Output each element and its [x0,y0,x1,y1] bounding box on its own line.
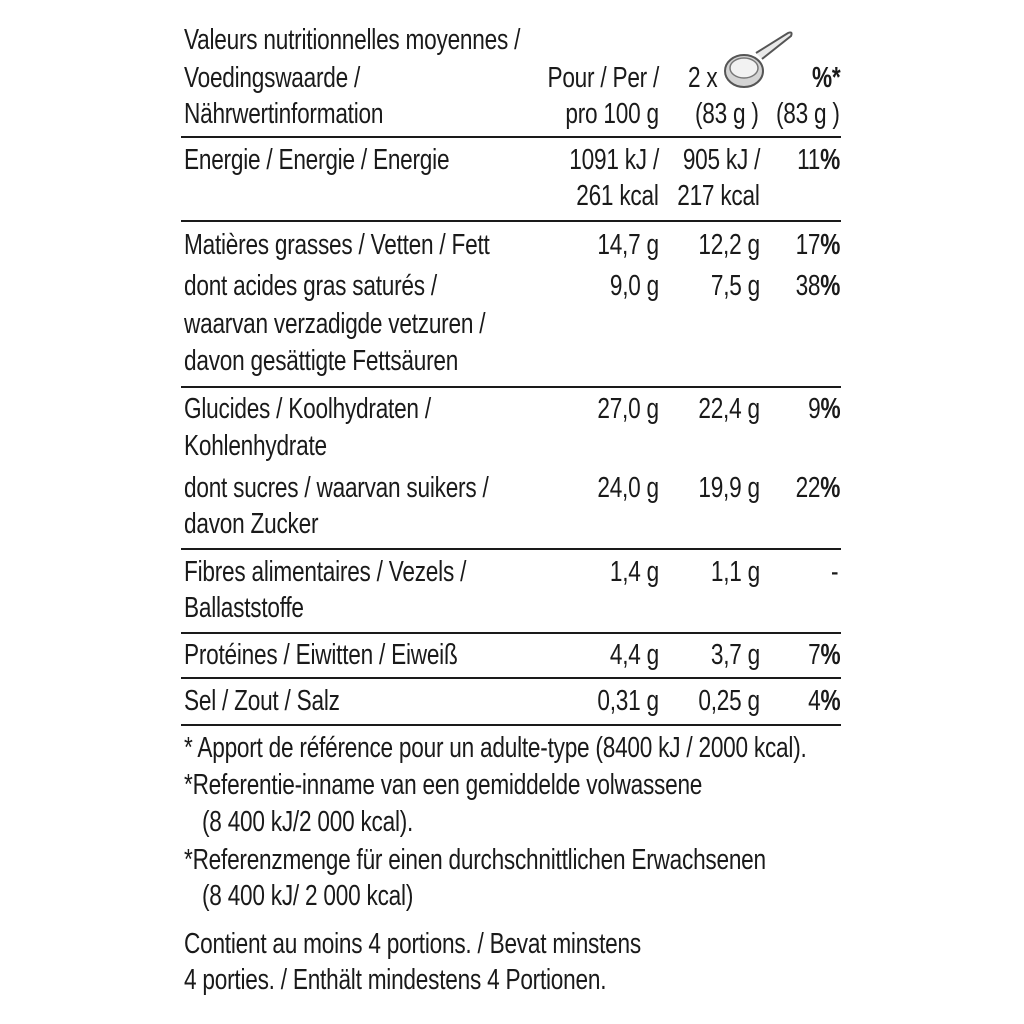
divider [181,220,841,222]
footnote-de: *Referenzmenge für einen durchschnittlichen Erwachsenen [184,844,766,876]
row-fat-percent: 17% [795,229,840,261]
row-saturated-percent: 38% [795,270,840,302]
row-saturated-label-de: davon gesättigte Fettsäuren [184,345,459,377]
row-carbs-percent: 9% [807,393,840,425]
row-fat-label: Matières grasses / Vetten / Fett [184,229,490,261]
row-fibre-percent: - [830,556,838,588]
row-sugars-per100: 24,0 g [597,472,659,504]
row-fibre-label-fr-nl: Fibres alimentaires / Vezels / [184,556,467,588]
row-protein-portion: 3,7 g [710,639,760,671]
row-protein-per100: 4,4 g [609,639,659,671]
col-header-per-100: Pour / Per / [547,62,659,94]
row-fat-portion: 12,2 g [698,229,760,261]
portions-note-line1: Contient au moins 4 portions. / Bevat minstens [184,928,641,960]
col-header-percent-weight: (83 g ) [776,98,840,130]
row-salt-label: Sel / Zout / Salz [184,685,340,717]
row-energy-label: Energie / Energie / Energie [184,144,450,176]
row-sugars-label-de: davon Zucker [184,508,319,540]
row-saturated-label-nl: waarvan verzadigde vetzuren / [184,308,486,340]
row-fat-per100: 14,7 g [597,229,659,261]
row-saturated-portion: 7,5 g [710,270,760,302]
row-salt-percent: 4% [807,685,840,717]
divider [181,548,841,550]
row-carbs-per100: 27,0 g [597,393,659,425]
row-protein-label: Protéines / Eiwitten / Eiweiß [184,639,458,671]
header-title-fr: Valeurs nutritionnelles moyennes / [184,24,521,56]
row-energy-percent: 11% [797,144,840,176]
row-carbs-label-fr-nl: Glucides / Koolhydraten / [184,393,431,425]
footnote-nl-values: (8 400 kJ/2 000 kcal). [202,806,414,838]
col-header-portion: 2 x [688,62,718,94]
col-header-per-100-unit: pro 100 g [565,98,659,130]
header-title-de: Nährwertinformation [184,98,384,130]
divider [181,632,841,634]
row-sugars-percent: 22% [795,472,840,504]
row-fibre-portion: 1,1 g [710,556,760,588]
row-protein-percent: 7% [807,639,840,671]
divider [181,677,841,679]
col-header-portion-weight: (83 g ) [695,98,759,130]
row-salt-per100: 0,31 g [597,685,659,717]
col-header-percent: %* [811,62,840,94]
row-energy-per100-kj: 1091 kJ / [569,144,659,176]
row-fibre-label-de: Ballaststoffe [184,592,304,624]
header-title-nl: Voedingswaarde / [184,62,361,94]
footnote-de-values: (8 400 kJ/ 2 000 kcal) [202,880,414,912]
row-energy-portion-kj: 905 kJ / [682,144,760,176]
row-saturated-per100: 9,0 g [609,270,659,302]
divider [181,724,841,726]
row-fibre-per100: 1,4 g [609,556,659,588]
row-energy-per100-kcal: 261 kcal [576,180,659,212]
row-sugars-portion: 19,9 g [698,472,760,504]
row-carbs-portion: 22,4 g [698,393,760,425]
row-sugars-label-fr-nl: dont sucres / waarvan suikers / [184,472,489,504]
spoon-icon [716,25,796,95]
divider [181,386,841,388]
row-carbs-label-de: Kohlenhydrate [184,430,327,462]
divider [181,136,841,138]
row-salt-portion: 0,25 g [698,685,760,717]
row-saturated-label-fr: dont acides gras saturés / [184,270,437,302]
row-energy-portion-kcal: 217 kcal [677,180,760,212]
portions-note-line2: 4 porties. / Enthält mindestens 4 Portionen. [184,964,607,996]
footnote-nl: *Referentie-inname van een gemiddelde volwassene [184,769,703,801]
footnote-fr: * Apport de référence pour un adulte-type (8400 kJ / 2000 kcal). [184,732,807,764]
